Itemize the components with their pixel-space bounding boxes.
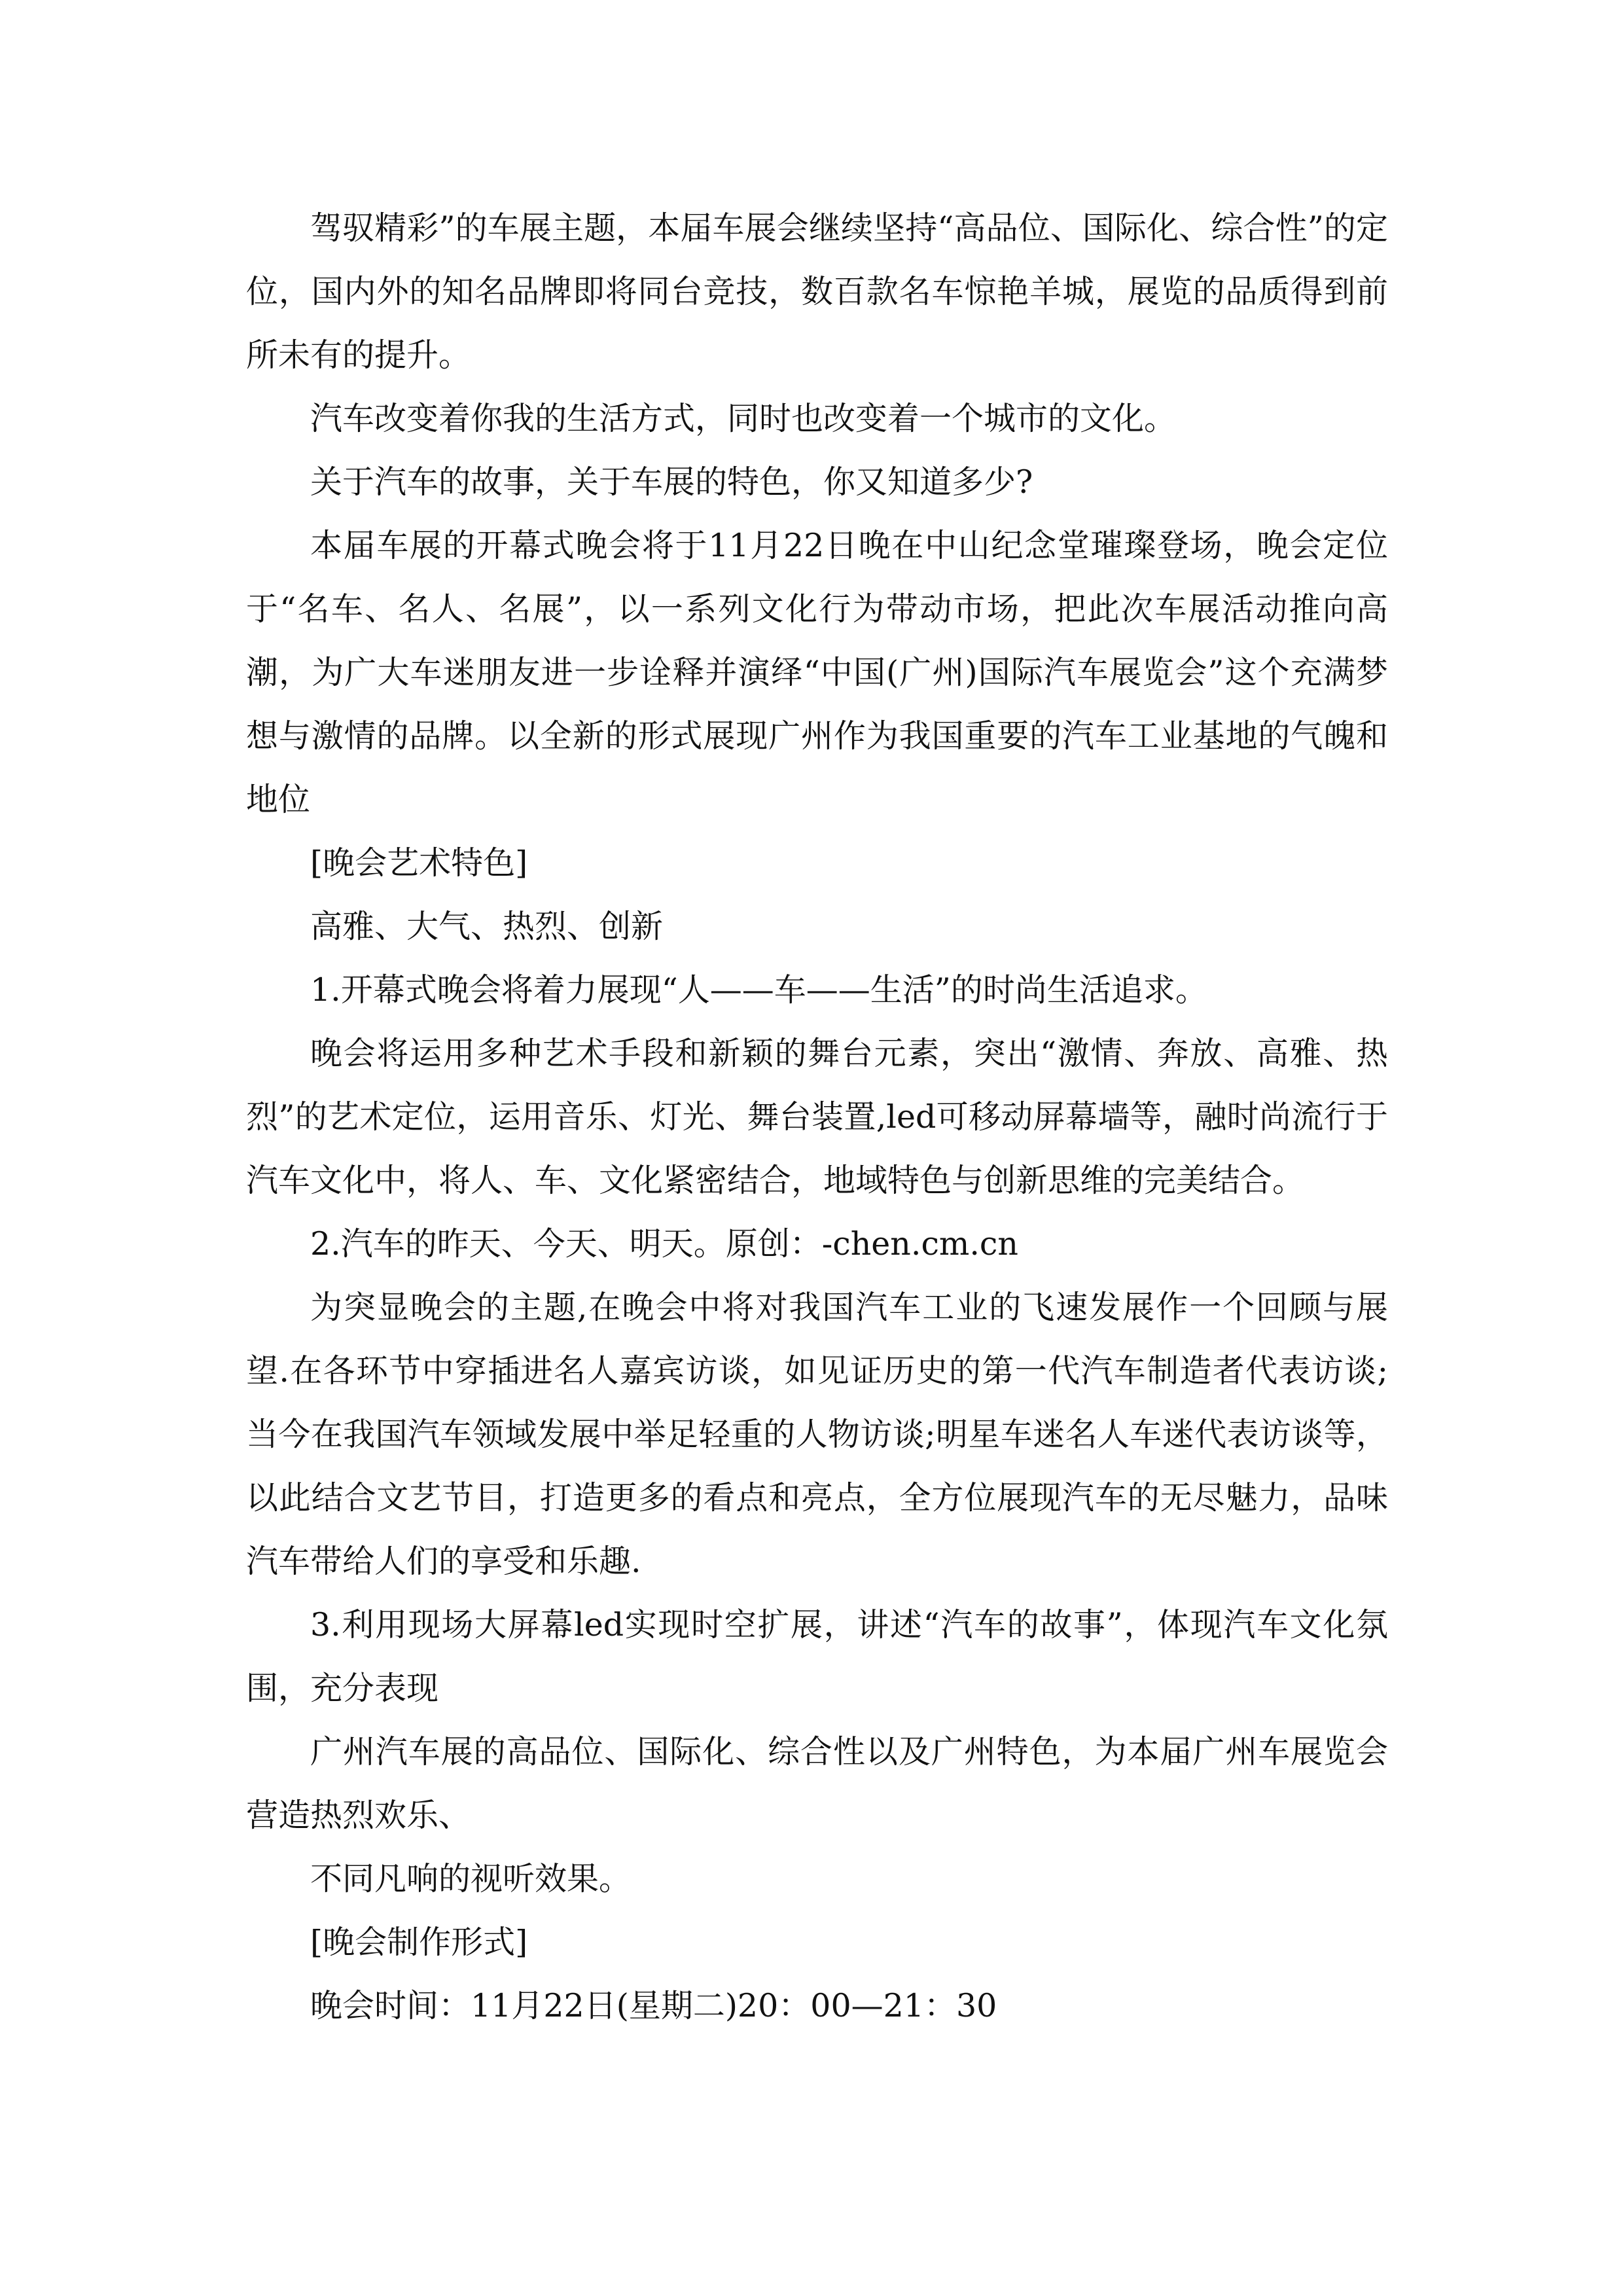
paragraph-theme-continuation: 驾驭精彩”的车展主题，本届车展会继续坚持“高品位、国际化、综合性”的定位，国内外的知名品牌即将同台竞技，数百款名车惊艳羊城，展览的品质得到前所未有的提升。 bbox=[246, 209, 1388, 374]
paragraph-art-keywords: 高雅、大气、热烈、创新 bbox=[310, 908, 664, 945]
list-item-1-title: 1.开幕式晚会将着力展现“人——车——生活”的时尚生活追求。 bbox=[310, 971, 1207, 1009]
paragraph-car-stories-question: 关于汽车的故事，关于车展的特色，你又知道多少? bbox=[310, 463, 1033, 501]
section-heading-art-features: [晚会艺术特色] bbox=[310, 844, 528, 882]
paragraph-stage-elements: 晚会将运用多种艺术手段和新颖的舞台元素，突出“激情、奔放、高雅、热烈”的艺术定位，运用音乐、灯光、舞台装置,led可移动屏幕墙等，融时尚流行于汽车文化中，将人、车、文化紧密结合，地域特色与创新思维的完美结合。 bbox=[246, 1035, 1388, 1199]
paragraph-opening-gala: 本届车展的开幕式晚会将于11月22日晚在中山纪念堂璀璨登场，晚会定位于“名车、名人、名展”，以一系列文化行为带动市场，把此次车展活动推向高潮，为广大车迷朋友进一步诠释并演绎“中国(广州)国际汽车展览会”这个充满梦想与激情的品牌。以全新的形式展现广州作为我国重要的汽车工业基地的气魄和地位 bbox=[246, 527, 1388, 818]
paragraph-audiovisual-effect: 不同凡响的视听效果。 bbox=[310, 1860, 632, 1897]
list-item-2-title: 2.汽车的昨天、今天、明天。原创：-chen.cm.cn bbox=[310, 1225, 1018, 1263]
paragraph-gala-time: 晚会时间：11月22日(星期二)20：00—21：30 bbox=[310, 1987, 997, 2024]
paragraph-guangzhou-features: 广州汽车展的高品位、国际化、综合性以及广州特色，为本届广州车展览会营造热烈欢乐、 bbox=[246, 1733, 1388, 1834]
document-body bbox=[246, 196, 1388, 2037]
paragraph-car-changes-life: 汽车改变着你我的生活方式，同时也改变着一个城市的文化。 bbox=[310, 400, 1177, 437]
section-heading-production-form: [晚会制作形式] bbox=[310, 1924, 528, 1961]
list-item-3-title: 3.利用现场大屏幕led实现时空扩展，讲述“汽车的故事”，体现汽车文化氛围，充分表现 bbox=[246, 1606, 1388, 1707]
paragraph-interviews: 为突显晚会的主题,在晚会中将对我国汽车工业的飞速发展作一个回顾与展望.在各环节中穿插进名人嘉宾访谈，如见证历史的第一代汽车制造者代表访谈;当今在我国汽车领域发展中举足轻重的人物访谈;明星车迷名人车迷代表访谈等，以此结合文艺节目，打造更多的看点和亮点，全方位展现汽车的无尽魅力，品味汽车带给人们的享受和乐趣. bbox=[246, 1289, 1388, 1580]
